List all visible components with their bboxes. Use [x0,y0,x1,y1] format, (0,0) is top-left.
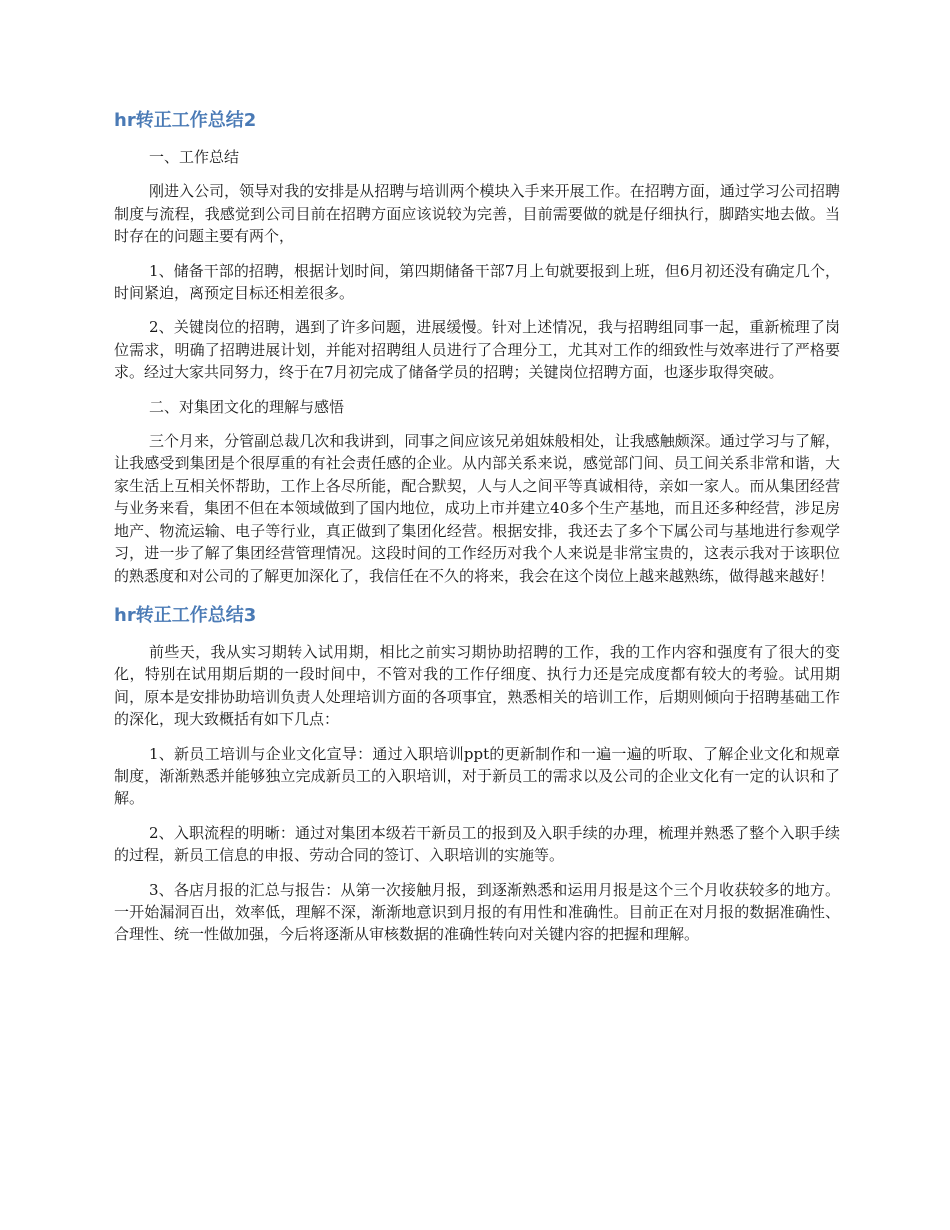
section-heading: hr转正工作总结3 [114,604,257,626]
section-summary-2 [114,108,840,587]
paragraph: 2、关键岗位的招聘，遇到了许多问题，进展缓慢。针对上述情况，我与招聘组同事一起，重新梳理了岗位需求，明确了招聘进展计划，并能对招聘组人员进行了合理分工，尤其对工作的细致性与效率进行了严格要求。经过大家共同努力，终于在7月初完成了储备学员的招聘；关键岗位招聘方面，也逐步取得突破。 [114,318,840,382]
document-page [114,108,840,946]
section-summary-3 [114,603,840,946]
paragraph: 3、各店月报的汇总与报告：从第一次接触月报，到逐渐熟悉和运用月报是这个三个月收获较多的地方。一开始漏洞百出，效率低，理解不深，渐渐地意识到月报的有用性和准确性。目前正在对月报的数据准确性、合理性、统一性做加强，今后将逐渐从审核数据的准确性转向对关键内容的把握和理解。 [114,880,840,944]
paragraph: 2、入职流程的明晰：通过对集团本级若干新员工的报到及入职手续的办理，梳理并熟悉了整个入职手续的过程，新员工信息的申报、劳动合同的签订、入职培训的实施等。 [114,823,840,865]
paragraph: 刚进入公司，领导对我的安排是从招聘与培训两个模块入手来开展工作。在招聘方面，通过学习公司招聘制度与流程，我感觉到公司目前在招聘方面应该说较为完善，目前需要做的就是仔细执行，脚踏实地去做。当时存在的问题主要有两个， [114,182,840,246]
paragraph: 前些天，我从实习期转入试用期，相比之前实习期协助招聘的工作，我的工作内容和强度有了很大的变化，特别在试用期后期的一段时间中，不管对我的工作仔细度、执行力还是完成度都有较大的考验。试用期间，原本是安排协助培训负责人处理培训方面的各项事宜，熟悉相关的培训工作，后期则倾向于招聘基础工作的深化，现大致概括有如下几点： [114,642,840,729]
paragraph: 1、储备干部的招聘，根据计划时间，第四期储备干部7月上旬就要报到上班，但6月初还没有确定几个，时间紧迫，离预定目标还相差很多。 [114,261,840,303]
section-heading: hr转正工作总结2 [114,110,257,131]
subheading-work-summary: 一、工作总结 [149,148,240,166]
paragraph: 1、新员工培训与企业文化宣导：通过入职培训ppt的更新制作和一遍一遍的听取、了解企业文化和规章制度，渐渐熟悉并能够独立完成新员工的入职培训，对于新员工的需求以及公司的企业文化有一定的认识和了解。 [114,744,840,808]
subheading-culture: 二、对集团文化的理解与感悟 [149,397,345,416]
paragraph: 三个月来，分管副总裁几次和我讲到，同事之间应该兄弟姐妹般相处，让我感触颇深。通过学习与了解，让我感受到集团是个很厚重的有社会责任感的企业。从内部关系来说，感觉部门间、员工间关系非常和谐，大家生活上互相关怀帮助，工作上各尽所能，配合默契，人与人之间平等真诚相待，亲如一家人。而从集团经营与业务来看，集团不但在本领域做到了国内地位，成功上市并建立40多个生产基地，而且还多种经营，涉足房地产、物流运输、电子等行业，真正做到了集团化经营。根据安排，我还去了多个下属公司与基地进行参观学习，进一步了解了集团经营管理情况。这段时间的工作经历对我个人来说是非常宝贵的，这表示我对于该职位的熟悉度和对公司的了解更加深化了，我信任在不久的将来，我会在这个岗位上越来越熟练，做得越来越好！ [114,432,840,585]
